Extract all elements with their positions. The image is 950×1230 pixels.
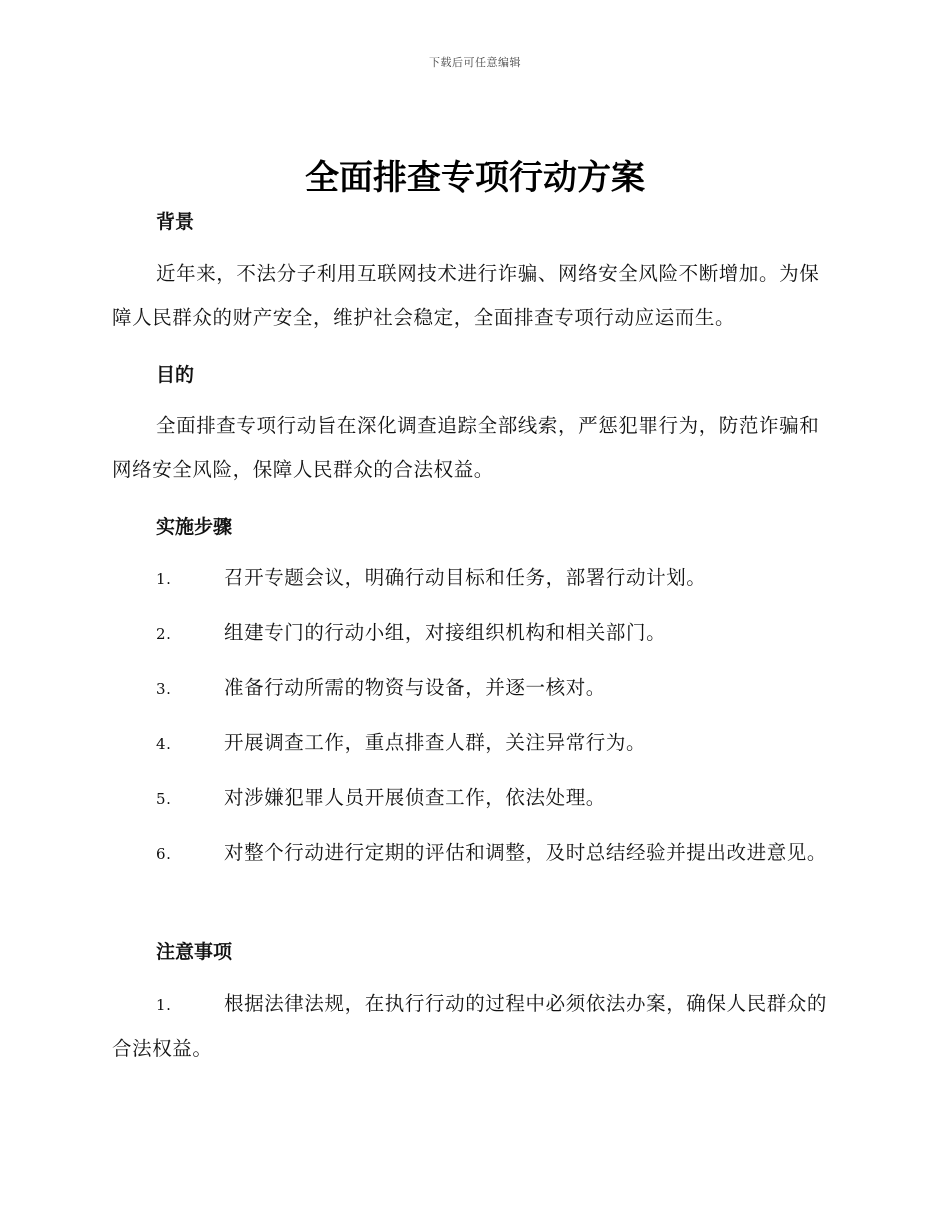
section-heading-purpose: 目的: [156, 364, 195, 386]
list-text: 对整个行动进行定期的评估和调整，及时总结经验并提出改进意见。: [224, 841, 828, 864]
section-heading-steps: 实施步骤: [156, 516, 233, 538]
list-item: [112, 556, 836, 601]
list-item: [112, 831, 836, 876]
purpose-paragraph: 全面排查专项行动旨在深化调查追踪全部线索，严惩犯罪行为，防范诈骗和网络安全风险，保障人民群众的合法权益。: [112, 414, 820, 481]
list-item: [112, 776, 836, 821]
list-text: 开展调查工作，重点排查人群，关注异常行为。: [224, 731, 647, 754]
list-number: 1.: [156, 996, 172, 1014]
list-item: [112, 611, 836, 656]
list-item: [112, 721, 836, 766]
list-text: 组建专门的行动小组，对接组织机构和相关部门。: [224, 621, 667, 644]
header-note: 下载后可任意编辑: [429, 56, 521, 69]
list-text: 对涉嫌犯罪人员开展侦查工作，依法处理。: [224, 786, 606, 809]
list-number: 4.: [156, 735, 172, 753]
list-text: 根据法律法规，在执行行动的过程中必须依法办案，确保人民群众的合法权益。: [112, 992, 828, 1060]
list-text: 准备行动所需的物资与设备，并逐一核对。: [224, 676, 606, 699]
section-heading-background: 背景: [156, 211, 195, 233]
list-item: [112, 666, 836, 711]
list-number: 2.: [156, 625, 172, 643]
list-item: [112, 982, 836, 1071]
list-number: 1.: [156, 570, 172, 588]
section-heading-notes: 注意事项: [156, 941, 233, 963]
list-text: 召开专题会议，明确行动目标和任务，部署行动计划。: [224, 566, 707, 589]
list-number: 5.: [156, 790, 172, 808]
document-title: 全面排查专项行动方案: [305, 158, 645, 198]
background-paragraph: 近年来，不法分子利用互联网技术进行诈骗、网络安全风险不断增加。为保障人民群众的财产安全，维护社会稳定，全面排查专项行动应运而生。: [112, 262, 820, 329]
list-number: 3.: [156, 680, 172, 698]
list-number: 6.: [156, 845, 172, 863]
